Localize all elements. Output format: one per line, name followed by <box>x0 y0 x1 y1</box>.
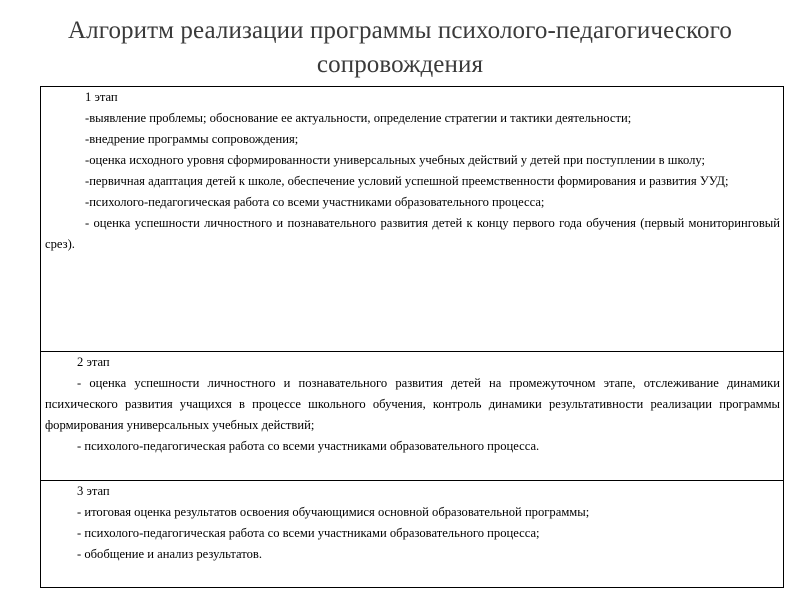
stage-1-item: -первичная адаптация детей к школе, обеспечение условий успешной преемственности формирования и развития УУД; <box>85 174 729 188</box>
stage-3-item: - психолого-педагогическая работа со всеми участниками образовательного процесса; <box>77 526 540 540</box>
stages-table <box>40 86 784 588</box>
table-row-stage-1 <box>41 87 784 352</box>
stage-1-item: -оценка исходного уровня сформированности универсальных учебных действий у детей при поступлении в школу; <box>85 153 706 167</box>
stage-2-label: 2 этап <box>77 355 110 369</box>
stage-1-item: - оценка успешности личностного и познавательного развития детей к концу первого года обучения (первый мониторинговый срез). <box>45 216 780 251</box>
table-row-stage-3 <box>41 481 784 588</box>
stage-2-cell <box>41 352 784 481</box>
slide-title: Алгоритм реализации программы психолого-педагогического сопровождения <box>67 17 732 78</box>
stage-3-item: - обобщение и анализ результатов. <box>77 547 263 561</box>
stage-1-item: -внедрение программы сопровождения; <box>85 132 299 146</box>
stage-1-label: 1 этап <box>85 90 118 104</box>
stage-1-item: -выявление проблемы; обоснование ее актуальности, определение стратегии и тактики деятельности; <box>85 111 632 125</box>
stage-1-item: -психолого-педагогическая работа со всеми участниками образовательного процесса; <box>85 195 545 209</box>
stage-3-item: - итоговая оценка результатов освоения обучающимися основной образовательной программы; <box>77 505 590 519</box>
stage-2-item: - оценка успешности личностного и познавательного развития детей на промежуточном этапе, отслеживание динамики психического развития учащихся в процессе школьного обучения, контроль динамики результативности реализации программы формирования универсальных учебных действий; <box>45 376 780 432</box>
stage-3-cell <box>41 481 784 588</box>
stage-3-label: 3 этап <box>77 484 110 498</box>
table-row-stage-2 <box>41 352 784 481</box>
stage-1-cell <box>41 87 784 352</box>
stage-2-item: - психолого-педагогическая работа со всеми участниками образовательного процесса. <box>77 439 540 453</box>
